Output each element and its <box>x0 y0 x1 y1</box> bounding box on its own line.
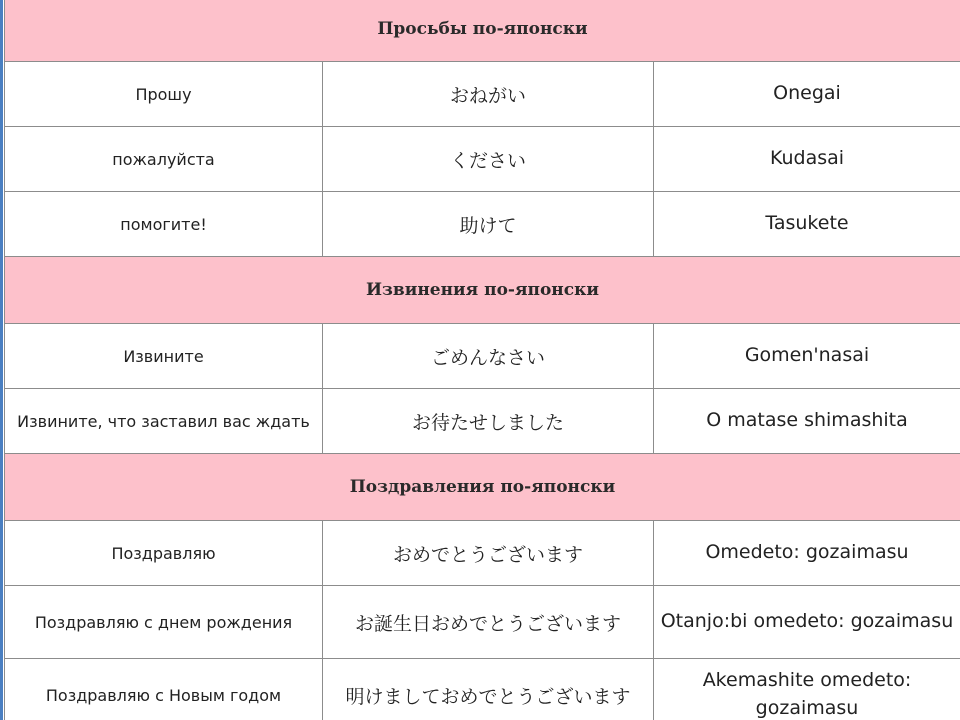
romaji-cell: Tasukete <box>654 192 960 257</box>
japanese-cell: 助けて <box>323 192 654 257</box>
phrase-table <box>4 0 960 720</box>
section-title: Извинения по-японски <box>5 257 960 324</box>
table-row <box>5 586 960 659</box>
russian-cell: пожалуйста <box>5 127 323 192</box>
table-row <box>5 62 960 127</box>
japanese-cell: おめでとうございます <box>323 521 654 586</box>
window-edge <box>0 0 3 720</box>
table-row <box>5 389 960 454</box>
russian-cell: Поздравляю с Новым годом <box>5 659 323 720</box>
table-row <box>5 659 960 720</box>
japanese-cell: お誕生日おめでとうございます <box>323 586 654 659</box>
japanese-cell: おねがい <box>323 62 654 127</box>
section-title: Просьбы по-японски <box>5 0 960 62</box>
russian-cell: Поздравляю с днем рождения <box>5 586 323 659</box>
romaji-cell: Gomen'nasai <box>654 324 960 389</box>
russian-cell: Прошу <box>5 62 323 127</box>
japanese-cell: 明けましておめでとうございます <box>323 659 654 720</box>
romaji-cell: Akemashite omedeto: gozaimasu <box>654 659 960 720</box>
table-row <box>5 324 960 389</box>
japanese-cell: お待たせしました <box>323 389 654 454</box>
romaji-cell: Otanjo:bi omedeto: gozaimasu <box>654 586 960 659</box>
romaji-cell: Omedeto: gozaimasu <box>654 521 960 586</box>
japanese-cell: ください <box>323 127 654 192</box>
section-title: Поздравления по-японски <box>5 454 960 521</box>
table-row <box>5 521 960 586</box>
russian-cell: Извините <box>5 324 323 389</box>
table-row <box>5 127 960 192</box>
section-header-requests <box>5 0 960 62</box>
russian-cell: Извините, что заставил вас ждать <box>5 389 323 454</box>
russian-cell: Поздравляю <box>5 521 323 586</box>
romaji-cell: Onegai <box>654 62 960 127</box>
japanese-cell: ごめんなさい <box>323 324 654 389</box>
romaji-cell: Kudasai <box>654 127 960 192</box>
russian-cell: помогите! <box>5 192 323 257</box>
section-header-apologies <box>5 257 960 324</box>
section-header-congratulations <box>5 454 960 521</box>
romaji-cell: O matase shimashita <box>654 389 960 454</box>
table-row <box>5 192 960 257</box>
